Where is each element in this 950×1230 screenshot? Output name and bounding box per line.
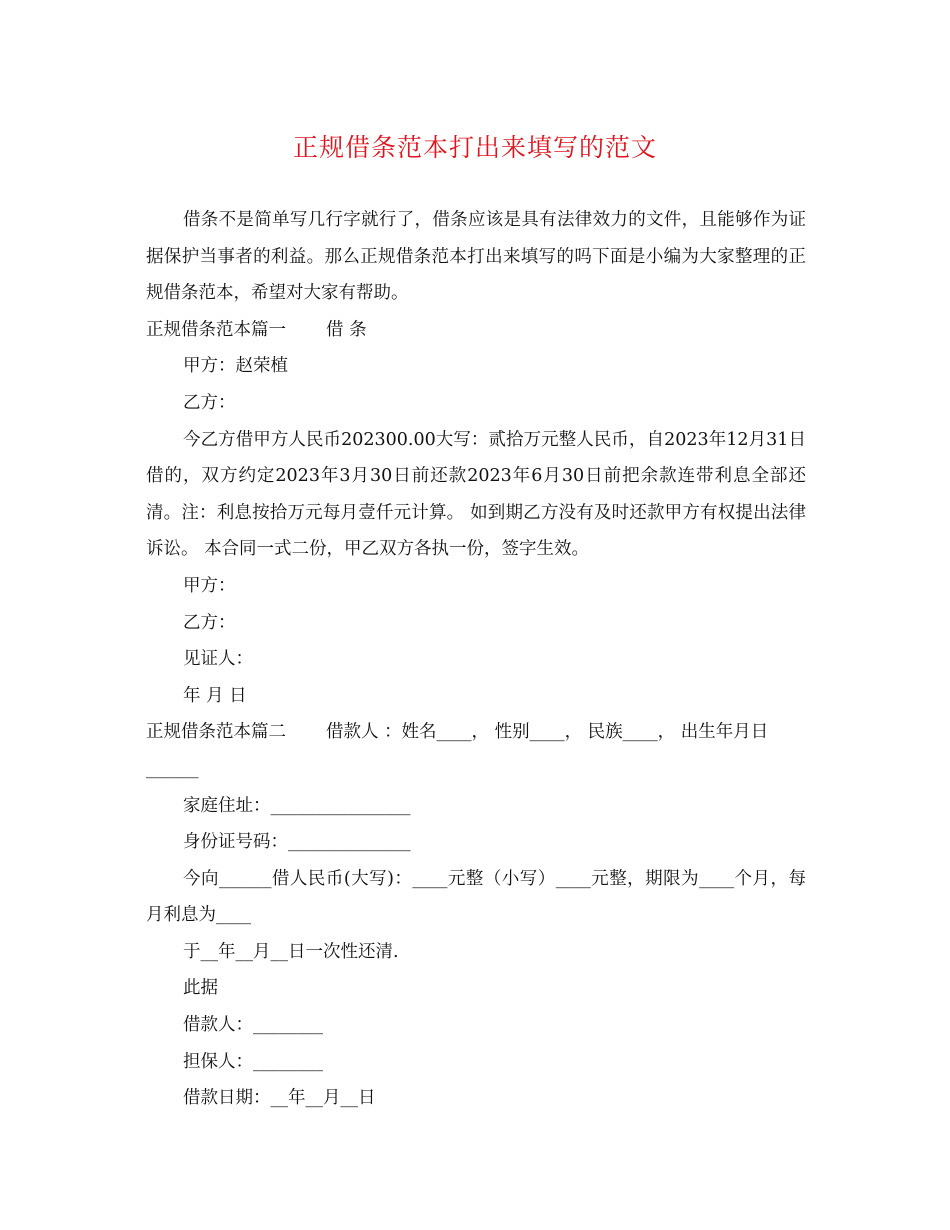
sample1-witness: 见证人： [183, 649, 253, 670]
sample2-basis: 此据 [183, 978, 218, 999]
sample2-heading: 正规借条范本篇二 [146, 722, 286, 743]
sample1-party-a: 甲方：赵荣植 [183, 356, 288, 377]
intro-paragraph: 借条不是简单写几行字就行了，借条应该是具有法律效力的文件，且能够作为证据保护当事者的利益。那么正规借条范本打出来填写的吗下面是小编为大家整理的正规借条范本，希望对大家有帮助。 [146, 210, 806, 304]
sample2-content: 今向______借人民币(大写)：____元整（小写）____元整，期限为____个月，每月利息为____ [146, 868, 806, 926]
sample2-loan-date: 借款日期：__年__月__日 [183, 1088, 376, 1109]
document-body [146, 202, 806, 1117]
sample1-sign-b: 乙方： [183, 612, 236, 633]
sample1-date: 年 月 日 [183, 685, 247, 706]
sample1-heading-tail: 借 条 [326, 319, 367, 340]
sample2-heading-line [146, 714, 806, 787]
document-title: 正规借条范本打出来填写的范文 [292, 133, 657, 162]
sample2-guarantor-sign: 担保人：________ [183, 1051, 323, 1072]
sample1-content: 今乙方借甲方人民币202300.00大写：贰拾万元整人民币，自2023年12月31日借的，双方约定2023年3月30日前还款2023年6月30日前把余款连带利息全部还清。注：利息按拾万元每月壹仟元计算。 如到期乙方没有及时还款甲方有权提出法律诉讼。 本合同一式二份，甲乙双方各执一份，签字生效。 [146, 429, 806, 560]
sample1-sign-a: 甲方： [183, 575, 236, 596]
sample1-heading: 正规借条范本篇一 [146, 319, 286, 340]
sample1-party-b: 乙方： [183, 392, 236, 413]
sample2-borrower-line: 借款人 ：姓名____， 性别____， 民族____， 出生年月日______ [146, 722, 769, 779]
sample2-repay: 于__年__月__日一次性还清. [183, 941, 399, 962]
sample2-id-number: 身份证号码：______________ [183, 832, 411, 853]
sample2-borrower-sign: 借款人：________ [183, 1015, 323, 1036]
sample1-heading-line [146, 312, 806, 349]
sample2-address: 家庭住址：________________ [183, 795, 411, 816]
